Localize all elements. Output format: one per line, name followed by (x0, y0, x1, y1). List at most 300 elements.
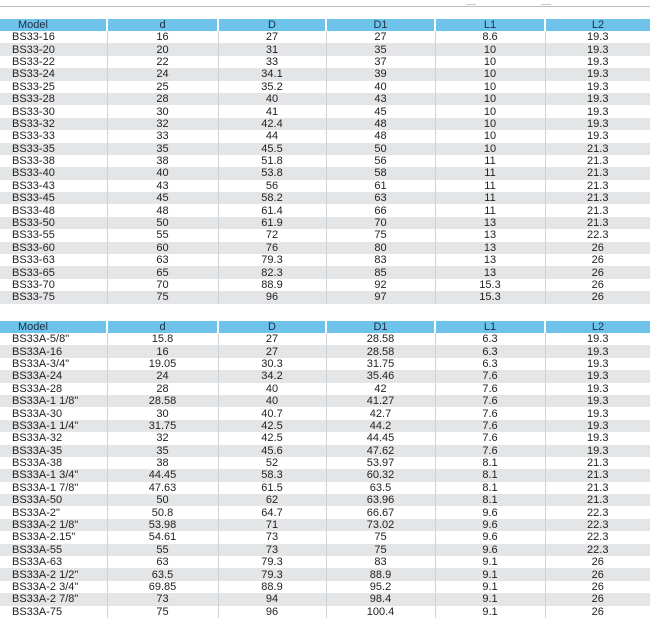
cell-d: 73 (107, 593, 218, 605)
cell-model: BS33A-1 1/8" (0, 395, 107, 407)
cell-D: 58.3 (218, 469, 326, 481)
cell-model: BS33-70 (0, 279, 107, 291)
cell-D: 33 (218, 56, 326, 68)
cell-L1: 13 (435, 254, 545, 266)
cell-L1: 7.6 (435, 370, 545, 382)
cell-L2: 22.3 (545, 229, 650, 241)
cell-d: 50 (107, 494, 218, 506)
cell-D: 45.5 (218, 143, 326, 155)
cell-L1: 9.6 (435, 519, 545, 531)
column-header-D: D (218, 19, 326, 31)
cell-L2: 19.3 (545, 345, 650, 357)
cell-L2: 21.3 (545, 180, 650, 192)
cell-D1: 83 (326, 254, 435, 266)
cell-d: 35 (107, 445, 218, 457)
cell-L1: 13 (435, 217, 545, 229)
cell-L1: 10 (435, 105, 545, 117)
table-row (0, 155, 650, 167)
column-header-d: d (107, 321, 218, 333)
cell-D1: 45 (326, 105, 435, 117)
cell-D: 58.2 (218, 192, 326, 204)
table-row (0, 105, 650, 117)
cell-d: 69.85 (107, 581, 218, 593)
cell-L1: 9.1 (435, 556, 545, 568)
cell-model: BS33A-3/4" (0, 358, 107, 370)
cell-model: BS33-60 (0, 242, 107, 254)
cell-D: 96 (218, 291, 326, 303)
cell-L2: 19.3 (545, 445, 650, 457)
table-header-row (0, 19, 650, 31)
cell-model: BS33A-24 (0, 370, 107, 382)
cell-L1: 9.6 (435, 531, 545, 543)
cell-L2: 19.3 (545, 105, 650, 117)
cell-d: 40 (107, 167, 218, 179)
cell-D: 53.8 (218, 167, 326, 179)
cell-L1: 9.6 (435, 544, 545, 556)
table-row (0, 279, 650, 291)
cell-d: 48 (107, 204, 218, 216)
cell-model: BS33A-1 3/4" (0, 469, 107, 481)
cell-D: 27 (218, 333, 326, 345)
cell-d: 43 (107, 180, 218, 192)
cell-D: 40 (218, 383, 326, 395)
cell-d: 38 (107, 155, 218, 167)
table-row (0, 457, 650, 469)
cell-model: BS33A-75 (0, 606, 107, 618)
cell-L2: 22.3 (545, 506, 650, 518)
cell-d: 50 (107, 217, 218, 229)
cell-d: 31.75 (107, 420, 218, 432)
cell-D: 52 (218, 457, 326, 469)
table-row (0, 217, 650, 229)
table-row (0, 568, 650, 580)
cell-model: BS33-20 (0, 43, 107, 55)
cell-model: BS33-75 (0, 291, 107, 303)
table-row (0, 482, 650, 494)
cell-D1: 75 (326, 531, 435, 543)
cell-D1: 44.2 (326, 420, 435, 432)
cell-L1: 9.1 (435, 606, 545, 618)
cell-L1: 11 (435, 180, 545, 192)
cell-d: 28.58 (107, 395, 218, 407)
cell-model: BS33-43 (0, 180, 107, 192)
top-tick-mark (541, 0, 551, 5)
cell-d: 63 (107, 254, 218, 266)
cell-L1: 11 (435, 155, 545, 167)
cell-D: 71 (218, 519, 326, 531)
cell-d: 25 (107, 81, 218, 93)
cell-L1: 10 (435, 68, 545, 80)
cell-L1: 8.6 (435, 31, 545, 43)
cell-model: BS33A-1 1/4" (0, 420, 107, 432)
cell-L1: 10 (435, 118, 545, 130)
cell-D: 76 (218, 242, 326, 254)
cell-model: BS33A-63 (0, 556, 107, 568)
cell-L1: 7.6 (435, 383, 545, 395)
table-row (0, 291, 650, 303)
table-row (0, 56, 650, 68)
cell-model: BS33A-30 (0, 407, 107, 419)
cell-L1: 13 (435, 229, 545, 241)
cell-D1: 50 (326, 143, 435, 155)
cell-model: BS33-50 (0, 217, 107, 229)
cell-L2: 19.3 (545, 31, 650, 43)
cell-D1: 40 (326, 81, 435, 93)
cell-L2: 26 (545, 266, 650, 278)
cell-D: 27 (218, 345, 326, 357)
cell-d: 45 (107, 192, 218, 204)
cell-model: BS33-24 (0, 68, 107, 80)
cell-L1: 7.6 (435, 432, 545, 444)
cell-D1: 47.62 (326, 445, 435, 457)
cell-d: 28 (107, 383, 218, 395)
cell-d: 54.61 (107, 531, 218, 543)
cell-model: BS33A-2.15" (0, 531, 107, 543)
cell-L2: 21.3 (545, 204, 650, 216)
table-body (0, 31, 650, 304)
cell-d: 50.8 (107, 506, 218, 518)
column-header-D: D (218, 321, 326, 333)
cell-D1: 70 (326, 217, 435, 229)
cell-d: 22 (107, 56, 218, 68)
cell-L2: 21.3 (545, 143, 650, 155)
cell-d: 38 (107, 457, 218, 469)
cell-L2: 19.3 (545, 420, 650, 432)
cell-d: 44.45 (107, 469, 218, 481)
cell-d: 55 (107, 544, 218, 556)
cell-model: BS33A-35 (0, 445, 107, 457)
cell-D: 34.2 (218, 370, 326, 382)
cell-model: BS33-25 (0, 81, 107, 93)
cell-D: 88.9 (218, 279, 326, 291)
cell-d: 24 (107, 370, 218, 382)
cell-L1: 7.6 (435, 395, 545, 407)
cell-L2: 19.3 (545, 407, 650, 419)
cell-L1: 10 (435, 130, 545, 142)
cell-L1: 8.1 (435, 482, 545, 494)
table-row (0, 606, 650, 618)
table-row (0, 333, 650, 345)
cell-D: 42.5 (218, 420, 326, 432)
cell-L2: 26 (545, 593, 650, 605)
cell-model: BS33A-2" (0, 506, 107, 518)
cell-d: 47.63 (107, 482, 218, 494)
cell-L1: 10 (435, 43, 545, 55)
table-row (0, 581, 650, 593)
cell-L2: 19.3 (545, 370, 650, 382)
cell-D1: 66 (326, 204, 435, 216)
cell-L1: 13 (435, 266, 545, 278)
cell-model: BS33-65 (0, 266, 107, 278)
cell-L2: 21.3 (545, 192, 650, 204)
cell-d: 63.5 (107, 568, 218, 580)
cell-D: 44 (218, 130, 326, 142)
cell-model: BS33A-2 1/8" (0, 519, 107, 531)
cell-model: BS33A-16 (0, 345, 107, 357)
cell-d: 15.8 (107, 333, 218, 345)
cell-L2: 19.3 (545, 130, 650, 142)
column-header-d: d (107, 19, 218, 31)
cell-D1: 41.27 (326, 395, 435, 407)
cell-L2: 21.3 (545, 217, 650, 229)
cell-L2: 21.3 (545, 469, 650, 481)
table-row (0, 556, 650, 568)
spec-table-bs33a (0, 321, 650, 618)
cell-d: 30 (107, 105, 218, 117)
cell-L2: 26 (545, 242, 650, 254)
cell-D: 82.3 (218, 266, 326, 278)
cell-d: 24 (107, 68, 218, 80)
column-header-D1: D1 (326, 19, 435, 31)
cell-D1: 61 (326, 180, 435, 192)
cell-model: BS33-63 (0, 254, 107, 266)
cell-D: 79.3 (218, 556, 326, 568)
cell-D1: 53.97 (326, 457, 435, 469)
cell-D1: 43 (326, 93, 435, 105)
cell-model: BS33-30 (0, 105, 107, 117)
cell-L1: 15.3 (435, 279, 545, 291)
cell-L1: 15.3 (435, 291, 545, 303)
cell-D: 34.1 (218, 68, 326, 80)
cell-L2: 26 (545, 568, 650, 580)
cell-D1: 75 (326, 229, 435, 241)
cell-d: 75 (107, 606, 218, 618)
cell-D1: 63 (326, 192, 435, 204)
table-row (0, 544, 650, 556)
cell-D: 42.4 (218, 118, 326, 130)
table-body (0, 333, 650, 618)
cell-L1: 10 (435, 143, 545, 155)
cell-D: 62 (218, 494, 326, 506)
cell-d: 55 (107, 229, 218, 241)
table-row (0, 81, 650, 93)
cell-L1: 10 (435, 93, 545, 105)
cell-L2: 19.3 (545, 383, 650, 395)
cell-L2: 26 (545, 581, 650, 593)
cell-D1: 35 (326, 43, 435, 55)
table-row (0, 254, 650, 266)
column-header-L1: L1 (435, 321, 545, 333)
table-row (0, 192, 650, 204)
cell-L1: 6.3 (435, 333, 545, 345)
cell-L2: 26 (545, 291, 650, 303)
cell-model: BS33A-55 (0, 544, 107, 556)
cell-D1: 39 (326, 68, 435, 80)
spec-table-bs33 (0, 19, 650, 304)
table-row (0, 345, 650, 357)
cell-D: 35.2 (218, 81, 326, 93)
cell-L2: 19.3 (545, 395, 650, 407)
cell-model: BS33-45 (0, 192, 107, 204)
cell-model: BS33A-32 (0, 432, 107, 444)
column-header-model: Model (0, 19, 107, 31)
column-header-L2: L2 (545, 321, 650, 333)
cell-model: BS33A-5/8" (0, 333, 107, 345)
cell-D: 41 (218, 105, 326, 117)
cell-D1: 56 (326, 155, 435, 167)
cell-D1: 37 (326, 56, 435, 68)
cell-model: BS33-33 (0, 130, 107, 142)
table-row (0, 531, 650, 543)
top-tick-mark (466, 0, 476, 5)
cell-d: 75 (107, 291, 218, 303)
cell-L1: 7.6 (435, 420, 545, 432)
cell-D1: 97 (326, 291, 435, 303)
cell-L2: 19.3 (545, 56, 650, 68)
cell-D1: 95.2 (326, 581, 435, 593)
cell-d: 16 (107, 345, 218, 357)
cell-D: 79.3 (218, 568, 326, 580)
cell-D: 56 (218, 180, 326, 192)
cell-d: 35 (107, 143, 218, 155)
table-row (0, 31, 650, 43)
cell-d: 32 (107, 432, 218, 444)
cell-L1: 10 (435, 56, 545, 68)
cell-L2: 22.3 (545, 531, 650, 543)
table-row (0, 593, 650, 605)
cell-D: 88.9 (218, 581, 326, 593)
cell-d: 30 (107, 407, 218, 419)
cell-D1: 63.5 (326, 482, 435, 494)
cell-D: 51.8 (218, 155, 326, 167)
cell-D: 72 (218, 229, 326, 241)
cell-L2: 19.3 (545, 432, 650, 444)
cell-model: BS33-22 (0, 56, 107, 68)
table-row (0, 519, 650, 531)
cell-D1: 60.32 (326, 469, 435, 481)
cell-D1: 66.67 (326, 506, 435, 518)
cell-model: BS33A-28 (0, 383, 107, 395)
table-row (0, 395, 650, 407)
table-row (0, 118, 650, 130)
cell-D1: 42.7 (326, 407, 435, 419)
table-row (0, 43, 650, 55)
table-row (0, 407, 650, 419)
cell-d: 65 (107, 266, 218, 278)
cell-model: BS33-48 (0, 204, 107, 216)
cell-L1: 10 (435, 81, 545, 93)
cell-d: 70 (107, 279, 218, 291)
column-header-D1: D1 (326, 321, 435, 333)
cell-d: 19.05 (107, 358, 218, 370)
cell-L1: 11 (435, 204, 545, 216)
cell-d: 63 (107, 556, 218, 568)
cell-d: 20 (107, 43, 218, 55)
cell-D: 96 (218, 606, 326, 618)
column-header-L2: L2 (545, 19, 650, 31)
cell-L2: 19.3 (545, 93, 650, 105)
cell-L1: 9.1 (435, 581, 545, 593)
cell-L1: 9.6 (435, 506, 545, 518)
table-row (0, 143, 650, 155)
cell-D1: 48 (326, 130, 435, 142)
cell-D1: 92 (326, 279, 435, 291)
cell-L1: 6.3 (435, 345, 545, 357)
cell-L1: 11 (435, 167, 545, 179)
cell-D: 94 (218, 593, 326, 605)
cell-D: 61.4 (218, 204, 326, 216)
cell-D1: 44.45 (326, 432, 435, 444)
table-row (0, 383, 650, 395)
cell-L2: 19.3 (545, 68, 650, 80)
cell-D1: 48 (326, 118, 435, 130)
cell-D: 42.5 (218, 432, 326, 444)
cell-L1: 9.1 (435, 568, 545, 580)
cell-L1: 7.6 (435, 445, 545, 457)
cell-D1: 63.96 (326, 494, 435, 506)
cell-L1: 7.6 (435, 407, 545, 419)
cell-D: 40 (218, 395, 326, 407)
cell-d: 33 (107, 130, 218, 142)
cell-model: BS33A-1 7/8" (0, 482, 107, 494)
cell-model: BS33-16 (0, 31, 107, 43)
table-row (0, 494, 650, 506)
cell-model: BS33-55 (0, 229, 107, 241)
cell-L2: 19.3 (545, 81, 650, 93)
cell-D1: 80 (326, 242, 435, 254)
cell-D1: 100.4 (326, 606, 435, 618)
table-row (0, 93, 650, 105)
cell-L2: 19.3 (545, 118, 650, 130)
cell-L1: 9.1 (435, 593, 545, 605)
table-row (0, 420, 650, 432)
cell-D: 40 (218, 93, 326, 105)
table-row (0, 68, 650, 80)
cell-L1: 8.1 (435, 457, 545, 469)
cell-D1: 35.46 (326, 370, 435, 382)
cell-D1: 42 (326, 383, 435, 395)
table-row (0, 358, 650, 370)
cell-D: 79.3 (218, 254, 326, 266)
cell-model: BS33A-2 1/2" (0, 568, 107, 580)
cell-L1: 6.3 (435, 358, 545, 370)
cell-L2: 26 (545, 556, 650, 568)
cell-L2: 21.3 (545, 494, 650, 506)
cell-model: BS33-38 (0, 155, 107, 167)
cell-L2: 21.3 (545, 155, 650, 167)
cell-L2: 19.3 (545, 358, 650, 370)
cell-L2: 21.3 (545, 457, 650, 469)
table-row (0, 204, 650, 216)
cell-D: 40.7 (218, 407, 326, 419)
cell-D1: 31.75 (326, 358, 435, 370)
cell-L2: 19.3 (545, 333, 650, 345)
cell-L1: 13 (435, 242, 545, 254)
cell-d: 53.98 (107, 519, 218, 531)
cell-D: 64.7 (218, 506, 326, 518)
cell-L1: 11 (435, 192, 545, 204)
cell-D1: 98.4 (326, 593, 435, 605)
cell-d: 16 (107, 31, 218, 43)
table-row (0, 432, 650, 444)
cell-D1: 75 (326, 544, 435, 556)
cell-model: BS33A-50 (0, 494, 107, 506)
cell-L1: 8.1 (435, 469, 545, 481)
table-header-row (0, 321, 650, 333)
top-rule (0, 6, 650, 7)
table-row (0, 506, 650, 518)
cell-model: BS33-35 (0, 143, 107, 155)
cell-D: 31 (218, 43, 326, 55)
cell-L2: 21.3 (545, 167, 650, 179)
table-row (0, 167, 650, 179)
cell-D: 61.5 (218, 482, 326, 494)
cell-L2: 22.3 (545, 544, 650, 556)
cell-D: 73 (218, 531, 326, 543)
table-row (0, 130, 650, 142)
cell-D: 27 (218, 31, 326, 43)
cell-D1: 27 (326, 31, 435, 43)
